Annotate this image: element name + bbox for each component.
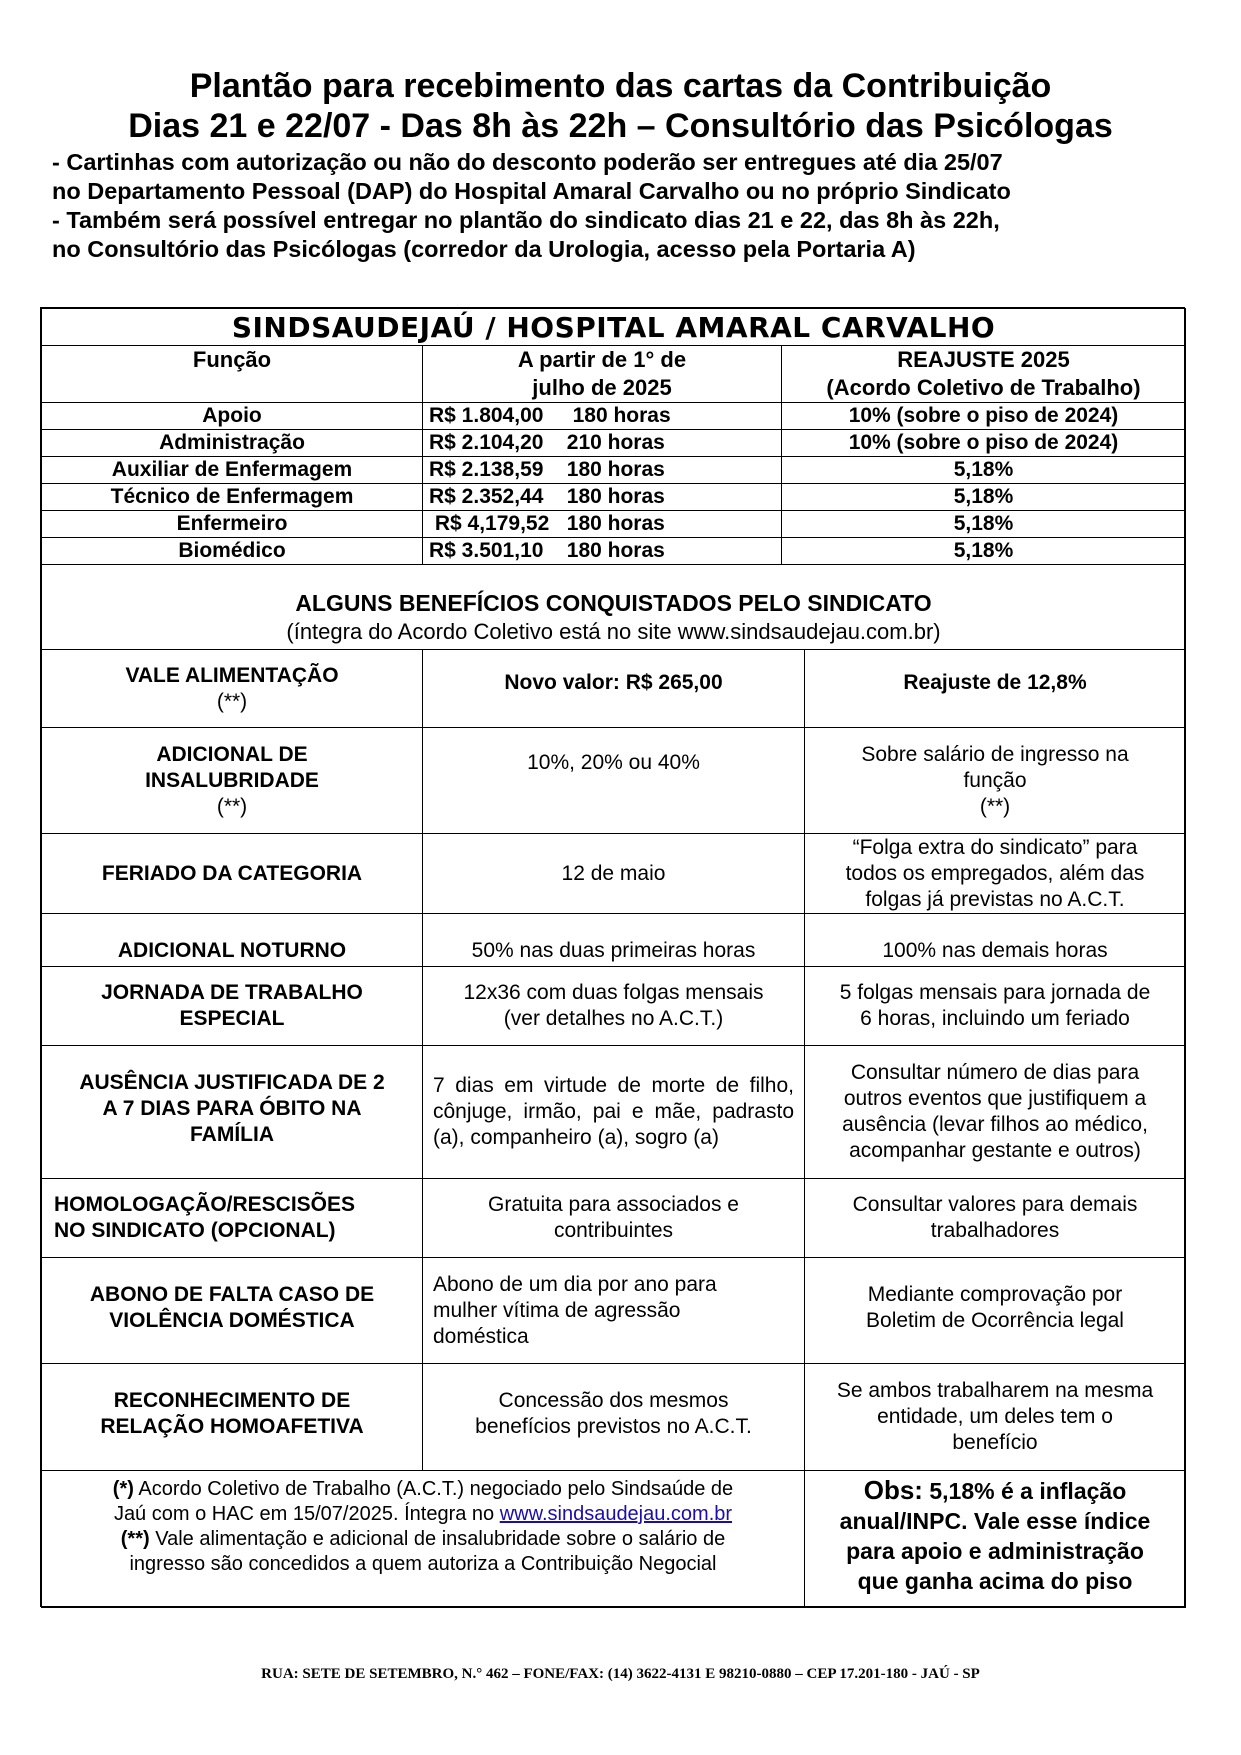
benefit-detail: [804, 966, 1186, 1046]
header-reajuste-line2: (Acordo Coletivo de Trabalho): [826, 375, 1141, 400]
benefit-detail-line: Consultar valores para demais: [852, 1193, 1138, 1216]
benefit-value-line: Gratuita para associados e: [488, 1193, 739, 1216]
footnote-1: [48, 1477, 798, 1527]
benefit-value: 50% nas duas primeiras horas: [422, 913, 805, 967]
footnote-2-mark: (**): [120, 1528, 150, 1550]
benefits-title-block: [41, 564, 1186, 650]
row-valor-text: R$ 2.352,44 180 horas: [429, 485, 665, 508]
benefit-name-line: A 7 DIAS PARA ÓBITO NA: [102, 1097, 362, 1120]
benefit-name: [41, 1045, 423, 1179]
benefit-name-line: RELAÇÃO HOMOAFETIVA: [100, 1415, 364, 1438]
header-reajuste-line1: REAJUSTE 2025: [897, 347, 1070, 372]
row-valor-text: R$ 4,179,52 180 horas: [429, 512, 665, 535]
row-reajuste: 5,18%: [781, 537, 1186, 565]
benefit-detail-line: 6 horas, incluindo um feriado: [860, 1007, 1130, 1030]
benefit-detail: [804, 1178, 1186, 1258]
benefit-name-line: HOMOLOGAÇÃO/RESCISÕES: [54, 1193, 356, 1216]
benefit-detail: [804, 1045, 1186, 1179]
obs-line: que ganha acima do piso: [857, 1568, 1133, 1594]
row-funcao: Enfermeiro: [41, 510, 423, 538]
benefit-value-line: 12x36 com duas folgas mensais: [463, 981, 764, 1004]
benefit-detail: 100% nas demais horas: [804, 913, 1186, 967]
obs-lead: Obs:: [863, 1475, 923, 1505]
benefit-value: 12 de maio: [422, 833, 805, 914]
benefit-value-line: contribuintes: [553, 1219, 674, 1242]
benefit-detail-line: Se ambos trabalharem na mesma: [836, 1379, 1154, 1402]
obs-text: 5,18% é a inflação: [922, 1478, 1127, 1504]
row-valor-text: R$ 1.804,00 180 horas: [429, 404, 671, 427]
benefit-detail-line: função: [963, 768, 1027, 792]
header-valor-line1: A partir de 1° de: [517, 347, 687, 372]
footnote-1-text: Acordo Coletivo de Trabalho (A.C.T.) negociado pelo Sindsaúde de: [133, 1478, 734, 1500]
benefit-value: [422, 1363, 805, 1471]
row-valor-text: R$ 2.138,59 180 horas: [429, 458, 665, 481]
row-valor: [422, 402, 782, 430]
benefit-name-line: AUSÊNCIA JUSTIFICADA DE 2: [79, 1071, 385, 1094]
benefit-name: [41, 1178, 423, 1258]
benefit-detail-line: Sobre salário de ingresso na: [861, 742, 1129, 766]
benefit-detail-line: ausência (levar filhos ao médico,: [842, 1113, 1148, 1136]
footnote-2: [48, 1527, 798, 1577]
benefit-name: [41, 966, 423, 1046]
benefit-value: Novo valor: R$ 265,00: [422, 649, 805, 728]
note-line: no Departamento Pessoal (DAP) do Hospital Amaral Carvalho ou no próprio Sindicato: [52, 178, 1011, 204]
row-funcao: Auxiliar de Enfermagem: [41, 456, 423, 484]
benefit-name-line: ABONO DE FALTA CASO DE: [89, 1283, 375, 1306]
row-valor: [422, 483, 782, 511]
footer-address: RUA: SETE DE SETEMBRO, N.° 462 – FONE/FAX: (14) 3622-4131 E 98210-0880 – CEP 17.201-180 - JAÚ - SP: [261, 1666, 980, 1682]
main-table: [40, 307, 1185, 1607]
benefit-detail-line: Boletim de Ocorrência legal: [866, 1309, 1124, 1332]
benefit-name: [41, 649, 423, 728]
benefit-detail-line: Consultar número de dias para: [850, 1061, 1140, 1084]
obs-line: para apoio e administração: [846, 1538, 1144, 1564]
header-funcao: [41, 345, 423, 403]
benefit-value: 10%, 20% ou 40%: [422, 727, 805, 834]
benefit-value-line: doméstica: [433, 1324, 529, 1348]
benefit-value-line: Concessão dos mesmos: [498, 1389, 729, 1412]
benefit-detail-line: “Folga extra do sindicato” para: [852, 835, 1138, 859]
header-valor: [422, 345, 782, 403]
title-line-1: Plantão para recebimento das cartas da Contribuição: [189, 67, 1052, 105]
row-valor: [422, 537, 782, 565]
row-valor: [422, 429, 782, 457]
benefit-detail-line: (**): [979, 794, 1011, 818]
benefit-value-line: Abono de um dia por ano para: [433, 1272, 717, 1296]
row-valor: [422, 456, 782, 484]
benefit-name-line: (**): [216, 689, 248, 713]
benefit-name-line: (**): [216, 794, 248, 818]
benefit-name-line: ADICIONAL DE: [156, 742, 308, 766]
benefit-detail-line: 5 folgas mensais para jornada de: [839, 981, 1151, 1004]
benefit-value-line: benefícios previstos no A.C.T.: [475, 1415, 752, 1438]
benefit-detail-line: benefício: [952, 1431, 1038, 1454]
footnote-1-mark: (*): [112, 1478, 134, 1500]
benefit-value: [422, 1257, 805, 1364]
benefit-name: FERIADO DA CATEGORIA: [41, 833, 423, 914]
document-header: [0, 66, 1241, 264]
obs-line: [811, 1475, 1179, 1506]
benefit-name-line: JORNADA DE TRABALHO: [101, 981, 363, 1004]
benefit-value-line: (ver detalhes no A.C.T.): [503, 1007, 724, 1030]
footnote-2-text: Vale alimentação e adicional de insalubridade sobre o salário de: [149, 1528, 726, 1550]
benefit-detail: Reajuste de 12,8%: [804, 649, 1186, 728]
benefit-detail-line: acompanhar gestante e outros): [849, 1139, 1141, 1162]
row-reajuste: 5,18%: [781, 510, 1186, 538]
row-valor-text: R$ 3.501,10 180 horas: [429, 539, 665, 562]
benefit-detail: [804, 727, 1186, 834]
salary-table-title: SINDSAUDEJAÚ / HOSPITAL AMARAL CARVALHO: [41, 308, 1186, 346]
benefit-value: [422, 1178, 805, 1258]
benefit-name: [41, 1257, 423, 1364]
benefit-detail: [804, 1363, 1186, 1471]
benefit-name-line: NO SINDICATO (OPCIONAL): [54, 1219, 336, 1242]
note-line: no Consultório das Psicólogas (corredor da Urologia, acesso pela Portaria A): [52, 236, 916, 262]
benefit-detail-line: Mediante comprovação por: [867, 1283, 1123, 1306]
row-valor: [422, 510, 782, 538]
row-reajuste: 5,18%: [781, 456, 1186, 484]
benefit-name: ADICIONAL NOTURNO: [41, 913, 423, 967]
note-line: - Cartinhas com autorização ou não do desconto poderão ser entregues até dia 25/07: [52, 149, 1003, 175]
benefit-detail: [804, 1257, 1186, 1364]
benefit-value: 7 dias em virtude de morte de filho, cônjuge, irmão, pai e mãe, padrasto (a), companheiro (a), sogro (a): [422, 1045, 805, 1179]
note-line: - Também será possível entregar no plantão do sindicato dias 21 e 22, das 8h às 22h,: [52, 207, 1000, 233]
benefit-name-line: INSALUBRIDADE: [145, 768, 319, 792]
header-valor-line2: julho de 2025: [532, 375, 672, 400]
benefit-detail-line: folgas já previstas no A.C.T.: [865, 887, 1125, 911]
benefit-name-line: ESPECIAL: [179, 1007, 285, 1030]
header-funcao-label: Função: [192, 347, 272, 372]
benefit-value-line: mulher vítima de agressão: [433, 1298, 681, 1322]
benefits-subtitle: (íntegra do Acordo Coletivo está no site www.sindsaudejau.com.br): [286, 619, 941, 644]
obs-block: [804, 1470, 1186, 1608]
header-notes: [52, 148, 1241, 264]
row-reajuste: 10% (sobre o piso de 2024): [781, 429, 1186, 457]
row-funcao: Administração: [41, 429, 423, 457]
benefit-detail: [804, 833, 1186, 914]
row-reajuste: 5,18%: [781, 483, 1186, 511]
title-line-2: Dias 21 e 22/07 - Das 8h às 22h – Consultório das Psicólogas: [128, 107, 1113, 145]
benefit-name: [41, 727, 423, 834]
benefits-title: ALGUNS BENEFÍCIOS CONQUISTADOS PELO SINDICATO: [295, 590, 932, 616]
benefit-detail-line: todos os empregados, além das: [845, 861, 1145, 885]
benefit-name-line: VIOLÊNCIA DOMÉSTICA: [109, 1309, 355, 1332]
benefit-name-line: FAMÍLIA: [190, 1123, 274, 1146]
header-reajuste: [781, 345, 1186, 403]
benefit-value: [422, 966, 805, 1046]
obs-line: anual/INPC. Vale esse índice: [839, 1508, 1151, 1534]
row-funcao: Técnico de Enfermagem: [41, 483, 423, 511]
benefit-name-line: RECONHECIMENTO DE: [113, 1389, 351, 1412]
footnotes-block: [41, 1470, 805, 1608]
row-funcao: Biomédico: [41, 537, 423, 565]
benefit-detail-line: trabalhadores: [930, 1219, 1060, 1242]
benefit-name-line: VALE ALIMENTAÇÃO: [125, 663, 339, 687]
benefit-name: [41, 1363, 423, 1471]
row-reajuste: 10% (sobre o piso de 2024): [781, 402, 1186, 430]
benefit-detail-line: outros eventos que justifiquem a: [843, 1087, 1147, 1110]
benefit-detail-line: entidade, um deles tem o: [877, 1405, 1113, 1428]
footnote-2-text: ingresso são concedidos a quem autoriza a Contribuição Negocial: [129, 1553, 717, 1575]
site-link[interactable]: www.sindsaudejau.com.br: [499, 1503, 733, 1525]
footnote-1-text: Jaú com o HAC em 15/07/2025. Íntegra no: [113, 1503, 500, 1525]
row-funcao: Apoio: [41, 402, 423, 430]
row-valor-text: R$ 2.104,20 210 horas: [429, 431, 665, 454]
